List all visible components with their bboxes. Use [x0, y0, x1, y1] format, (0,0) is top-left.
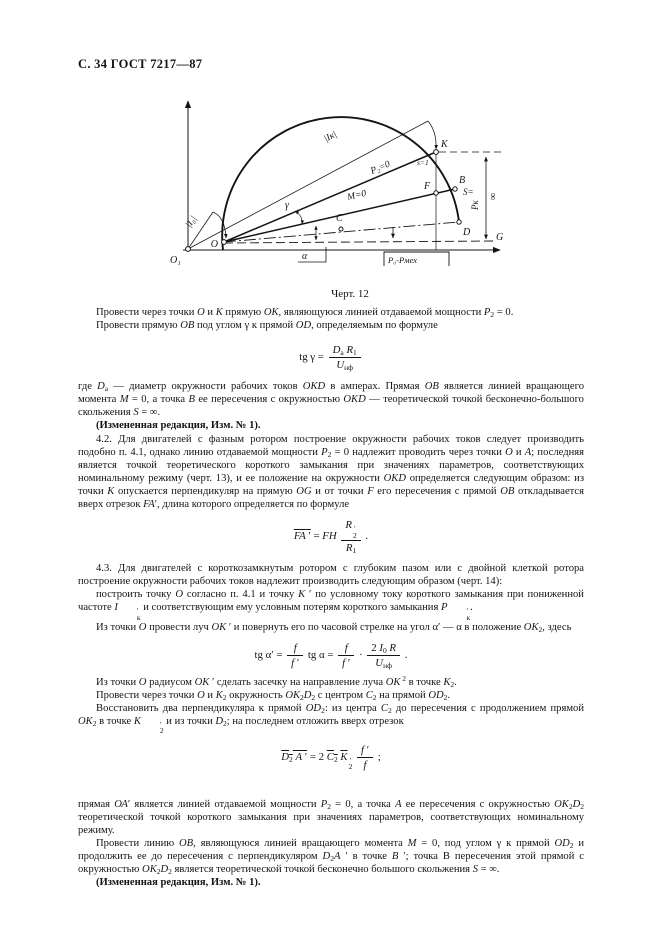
point-f	[434, 191, 438, 195]
point-d	[457, 220, 461, 224]
formula-mid: tg α =	[307, 648, 334, 661]
label-infinity: ∞	[487, 193, 498, 201]
label-p0-pmech: P₀-Pмех	[388, 255, 418, 265]
label-d: D	[463, 227, 471, 238]
label-k: K	[441, 139, 448, 150]
figure-caption: Черт. 12	[331, 288, 369, 300]
formula-lhs: tg α′ =	[254, 648, 283, 661]
paragraph-12: прямая ОА′ является линией отдаваемой мощности $Р_2 = 0$, а точка А ее пересечения с окружностью $ОК_2D_2$ теоретической точкой короткого замыкания при значениях параметров, соответствующих номинальному режиму.	[78, 798, 584, 836]
formula-tg-gamma	[78, 344, 584, 371]
label-g: G	[496, 232, 504, 243]
paragraph-5: 4.2. Для двигателей с фазным ротором построение окружности рабочих токов следует производить подобно п. 4.1, однако линию отдаваемой мощности $Р_2 = 0$ надлежит проводить через точки О и А; последняя является точкой теоретического короткого замыкания при значениях параметров, соответствующих номинальному режиму (черт. 13), и ее положение на окружности OKD определяется следующим образом: из точки К опускается перпендикуляр на прямую OG и от точки F его пересечения с прямой ОВ откладывается вверх отрезок FA′, длина которого определяется по формуле	[78, 433, 584, 511]
page-header: С. 34 ГОСТ 7217—87	[78, 57, 203, 71]
ik-arrow-hook	[428, 121, 436, 149]
label-s1: s=1	[417, 158, 429, 167]
ik-vector-line	[188, 121, 428, 249]
label-o1: O₁	[170, 255, 181, 266]
label-p2-zero: P₂=0	[369, 159, 392, 177]
formula-tg-alpha	[78, 642, 584, 669]
label-f: F	[424, 181, 431, 192]
label-i0: |I₀|	[184, 214, 200, 230]
line-og-dashed	[224, 241, 493, 243]
point-o	[222, 240, 227, 245]
fraction: $\frac{f '}{f}$	[357, 744, 373, 771]
fraction: $\frac{f}{f '}$	[287, 642, 303, 669]
label-pk: Pк	[470, 200, 480, 210]
formula-fa-prime	[78, 519, 584, 554]
paragraph-3: где $D_а$ — диаметр окружности рабочих токов OKD в амперах. Прямая ОВ является линией вращающего момента М = 0, а точка В ее пересечения с окружностью OKD — теоретической точкой бесконечно-большого скольжения S = ∞.	[78, 381, 585, 419]
fraction: $\frac{f}{f '}$	[338, 642, 354, 669]
label-b: B	[459, 175, 466, 186]
label-gamma: γ	[285, 200, 289, 211]
gamma-angle-arc	[295, 211, 302, 224]
paragraph-9: Из точки О радиусом ОК ′ сделать засечку на направление луча ОК $^2$ в точке $К_2$.	[96, 673, 457, 689]
label-ik: |Iк|	[322, 129, 339, 145]
point-c	[339, 227, 343, 231]
formula-lhs: tg γ =	[299, 351, 324, 364]
formula-end: .	[404, 648, 408, 661]
label-c: C	[336, 213, 343, 224]
paragraph-7: построить точку О согласно п. 4.1 и точку К ′ по условному току короткого замыкания при пониженной частоте I ′ к и соответствующим ему условным потерям короткого замыкания Р ′ к .	[78, 589, 584, 622]
label-m-zero: M=0	[346, 188, 368, 203]
paragraph-1: Провести через точки О и К прямую ОК, являющуюся линией отдаваемой мощности $Р_2 = 0$.	[96, 307, 514, 319]
fraction: R ′ 2 $R_1$	[341, 519, 360, 554]
label-o: O	[210, 239, 218, 250]
label-s-equals: S=	[463, 187, 474, 197]
formula-end: .	[365, 530, 369, 543]
paragraph-4-amended: (Измененная редакция, Изм. № 1).	[96, 420, 261, 432]
paragraph-2: Провести прямую ОВ под углом γ к прямой OD, определяемым по формуле	[96, 320, 438, 332]
circle-diagram-figure	[60, 85, 600, 300]
formula-lhs: $D_2$ А ′ = 2 $С_2$ К ′ 2	[281, 750, 353, 772]
line-ok-p2-zero	[224, 152, 436, 242]
formula-end: ;	[377, 750, 381, 763]
label-alpha: α	[302, 251, 308, 262]
body-text	[78, 306, 584, 889]
formula-dot: ·	[358, 648, 363, 661]
formula-d2a-prime	[78, 744, 584, 771]
paragraph-11: Восстановить два перпендикуляра к прямой $ОD_2$: из центра $С_2$ до пересечения с продолжением прямой $ОК_2$ в точке К ′ 2 и из точки $D_2$; на последнем отложить вверх отрезок	[78, 702, 584, 736]
line-od-dashdot	[224, 222, 459, 242]
paragraph-14-amended: (Измененная редакция, Изм. № 1).	[96, 877, 261, 889]
fraction: $\frac{2 I_0 R}{U_{нф}}$	[367, 642, 400, 669]
paragraph-8: Из точки О провести луч ОК ′ и повернуть его по часовой стрелке на угол α′ — α в положение $ОК_2$, здесь	[96, 622, 572, 635]
point-o1	[186, 247, 191, 252]
paragraph-13: Провести линию ОВ, являющуюся линией вращающего момента М = 0, под углом γ к прямой $ОD_2$ и продолжить ее до пересечения с перпендикуляром $D_2А$ ′ в точке В ′; точка В пересечения этой прямой с окружностью $ОК_2D_2$ является теоретической точкой бесконечно большого скольжения S = ∞.	[78, 838, 584, 877]
paragraph-6: 4.3. Для двигателей с короткозамкнутым ротором с глубоким пазом или с двойной клеткой ротора построение окружности рабочих токов надлежит производить следующим образом (черт. 14):	[78, 563, 584, 588]
point-k	[434, 150, 439, 155]
paragraph-10: Провести через точки О и $К_2$ окружность $ОК_2D_2$ с центром $С_2$ на прямой $ОD_2$.	[96, 689, 451, 702]
fraction: $\frac{D_а R_1}{U_{нф}}$	[329, 344, 361, 371]
formula-lhs: FA ′ = FH	[293, 530, 337, 543]
point-b	[453, 187, 457, 191]
